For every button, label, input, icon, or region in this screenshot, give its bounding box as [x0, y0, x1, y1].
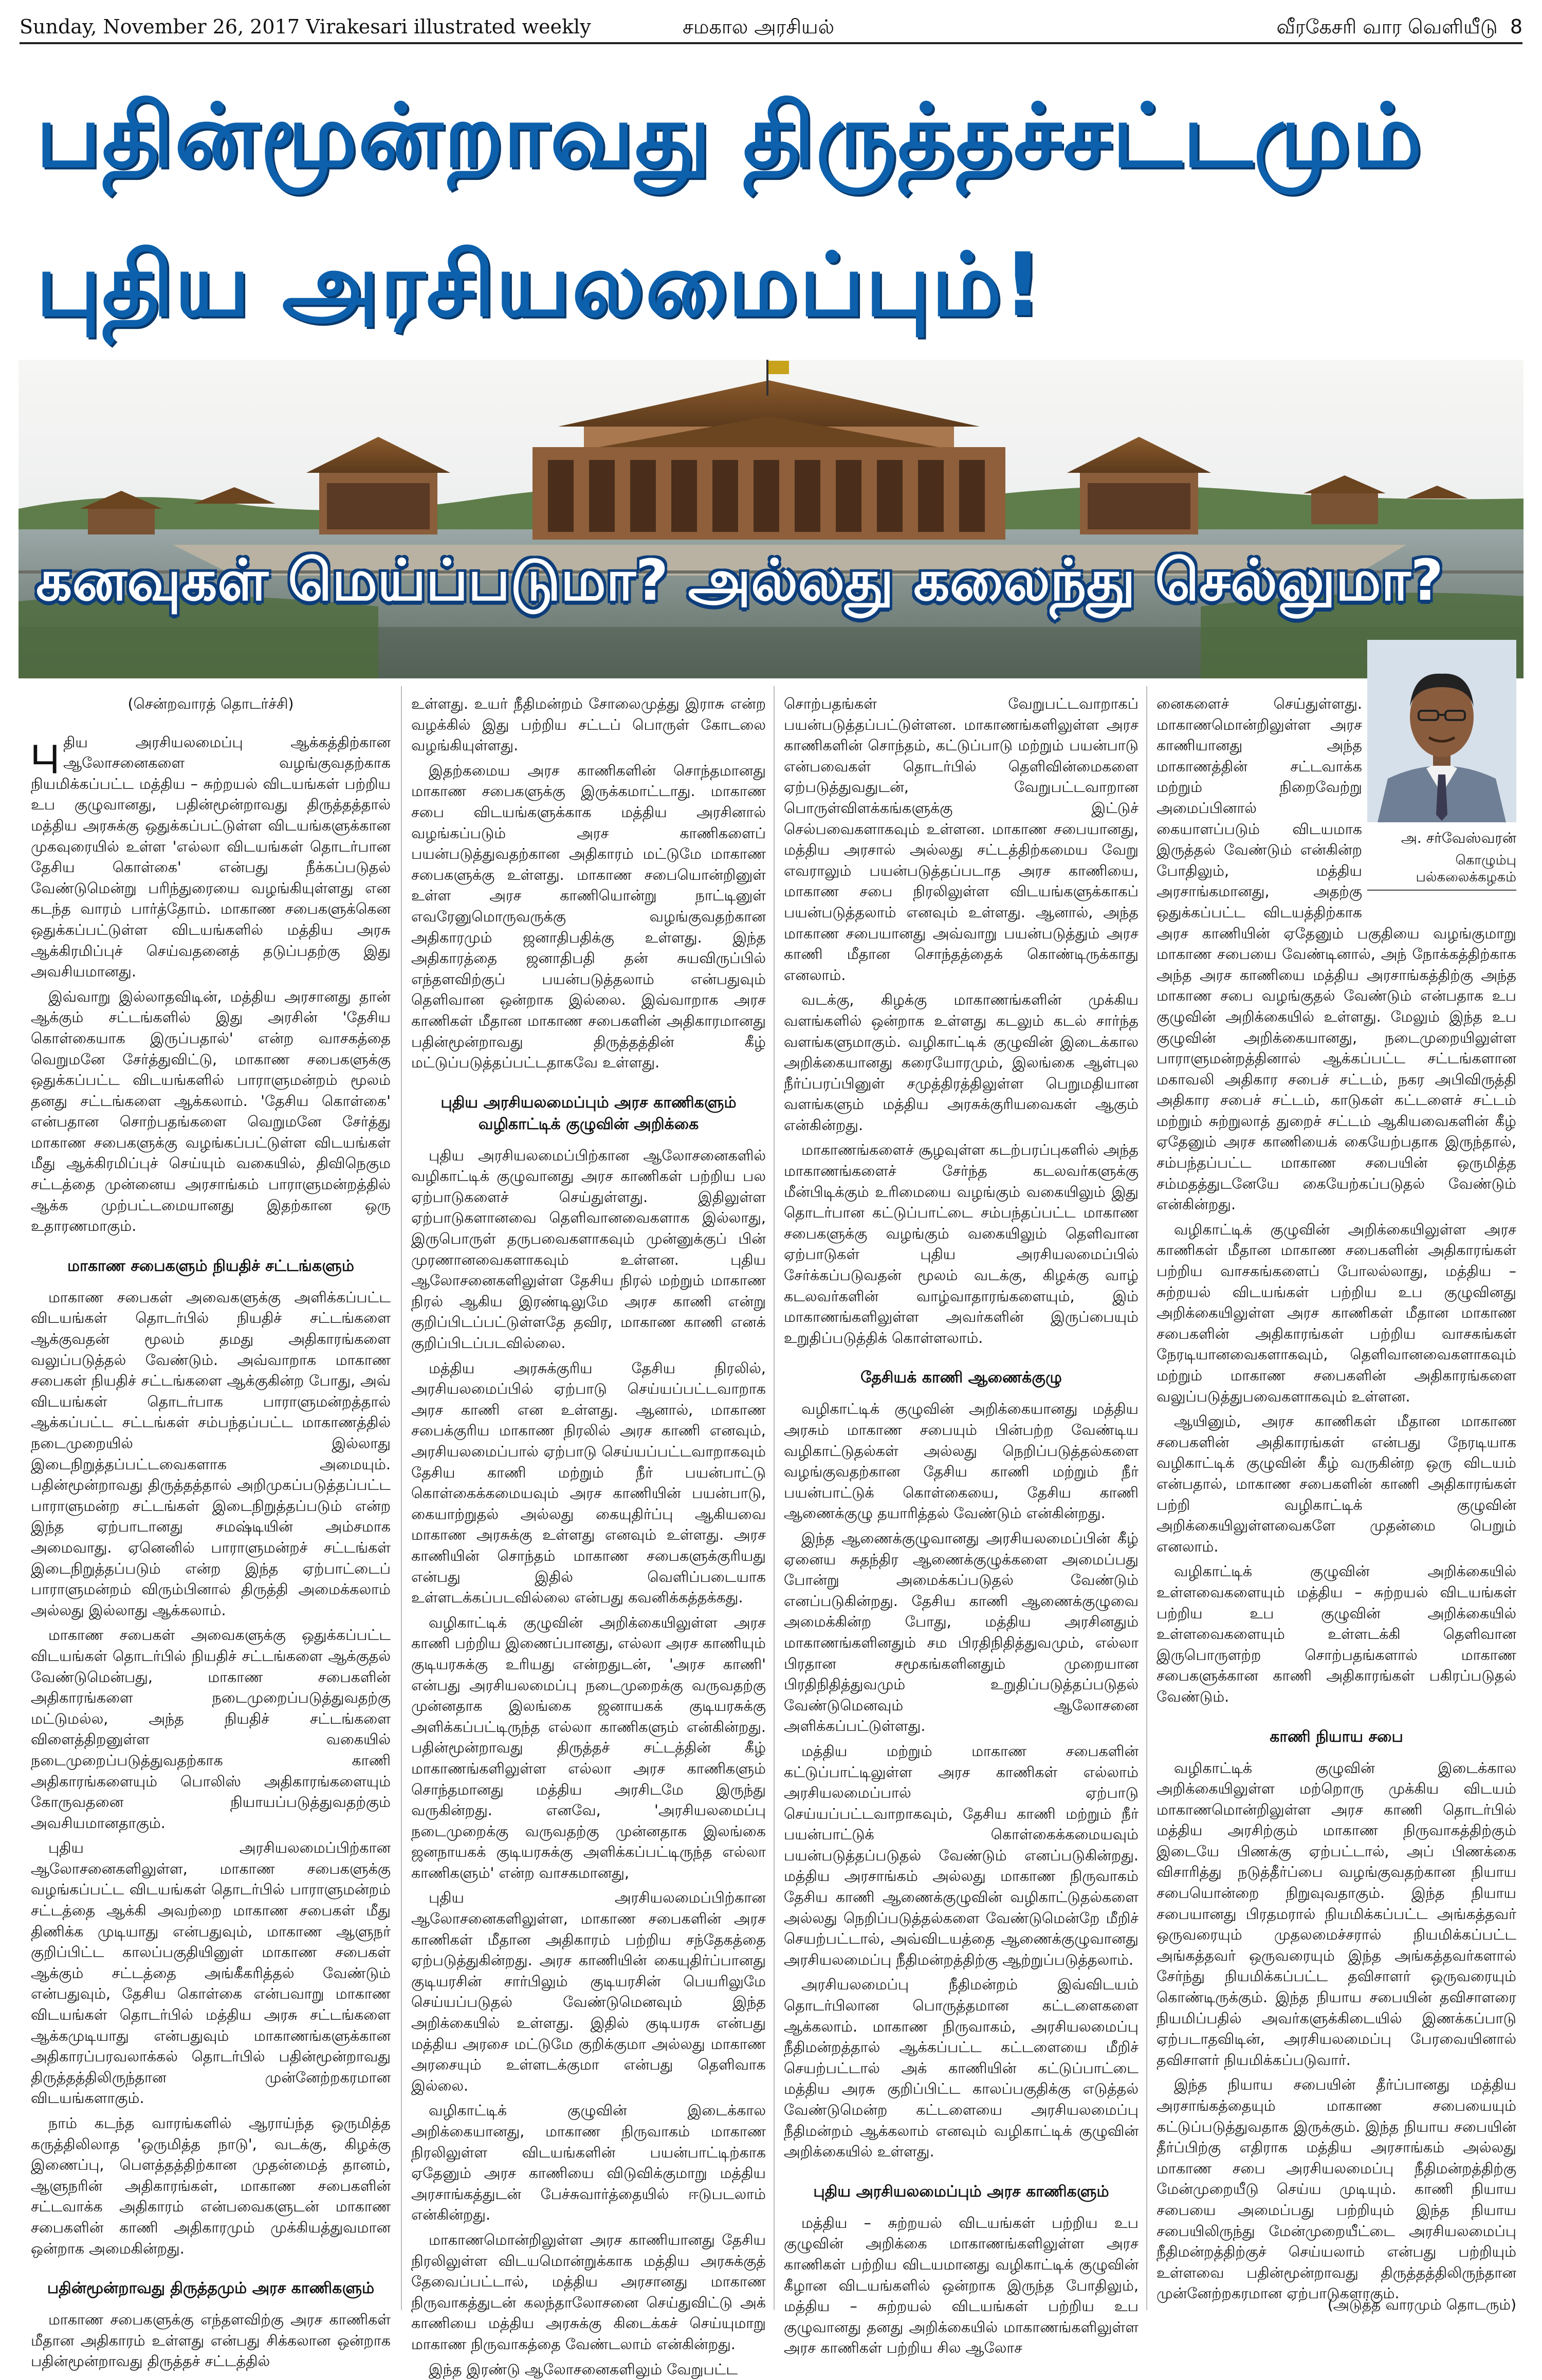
column-rule — [774, 686, 775, 2310]
paragraph — [31, 728, 391, 983]
headline-line-1: பதின்மூன்றாவது திருத்தச்சட்டமும் — [36, 85, 1423, 187]
sub-headline: கனவுகள் மெய்ப்படுமா? அல்லது கலைந்து செல்லுமா? — [36, 547, 1444, 613]
paragraph: வழிகாட்டிக் குழுவின் அறிக்கையானது மத்திய அரசும் மாகாண சபையும் பின்பற்ற வேண்டிய வழிகாட்டுதல்கள் அல்லது நெறிப்படுத்தல்களை வழங்குவதற்கான தேசிய காணி மற்றும் நீர் பயன்பாட்டுக் கொள்கையை, தேசிய காணி ஆணைக்குழு தயாரித்தல் வேண்டும் என்கின்றது. — [784, 1400, 1139, 1522]
section-heading: பதின்மூன்றாவது திருத்தமும் அரச காணிகளும் — [47, 2279, 375, 2298]
paragraph: வழிகாட்டிக் குழுவின் அறிக்கையிலுள்ள அரச காணிகள் மீதான மாகாண சபைகளின் அதிகாரங்கள் பற்றிய வாசகங்களைப் போலல்லாது, மத்திய – சுற்றயல் விடயங்கள் பற்றிய உப குழுவினது அறிக்கையிலுள்ள அரச காணிகள் மீதான மாகாண சபைகளின் அதிகாரங்கள் பற்றிய வாசகங்கள் நேரடியானவைகளாகவும், தெளிவானவைகளாகவும் மற்றும் மாகாண சபைகளின் அதிகாரங்களை வலுப்படுத்துபவைகளாகவும் உள்ளன. — [1156, 1221, 1516, 1405]
article-column-4 — [1156, 694, 1516, 2302]
parliament-illustration — [19, 360, 1523, 678]
paragraph: இவ்வாறு இல்லாதவிடின், மத்திய அரசானது தான் ஆக்கும் சட்டங்களில் இது அரசின் 'தேசிய கொள்கையாக இருப்பதால்' என்ற வாசகத்தை வெறுமனே சேர்த்துவிட்டு, மாகாண சபைகளுக்கு ஒதுக்கப்பட்ட விடயங்களில் பாராளுமன்றம் மூலம் தனது சட்டங்களை ஆக்கலாம். 'தேசிய கொள்கை' என்பதான சொற்பதங்களை வெறுமனே சேர்த்து மாகாண சபைகளுக்கு வழங்கப்பட்டுள்ள விடயங்கள் மீது ஆக்கிரமிப்புச் செய்யும் வகையில், திவிநெகும சட்டத்தை முன்னைய அரசாங்கம் பாராளுமன்றத்தில் ஆக்க முற்பட்டமையானது இதற்கான ஒரு உதாரணமாகும். — [31, 988, 391, 1235]
paragraph: உள்ளது. உயர் நீதிமன்றம் சோலைமுத்து இராசு என்ற வழக்கில் இது பற்றிய சட்டப் பொருள் கோடலை வழங்கியுள்ளது. — [411, 695, 766, 754]
paragraph: நாம் கடந்த வாரங்களில் ஆராய்ந்த ஒருமித்த கருத்திலிலாத 'ஒருமித்த நாடு', வடக்கு, கிழக்கு இணைப்பு, பௌத்தத்திற்கான முதன்மைத் தானம், ஆளுநரின் அதிகாரங்கள், மாகாண சபைகளின் சட்டவாக்க அதிகாரம் என்பவைகளுடன் மாகாண சபைகளின் காணி அதிகாரமும் முக்கியத்துவமான ஒன்றாக அமைகின்றது. — [31, 2115, 391, 2257]
section-title: சமகால அரசியல் — [683, 15, 835, 38]
author-affiliation-line: கொழும்பு — [1455, 853, 1516, 868]
author-box-spacer — [1362, 694, 1516, 905]
paragraph: மத்திய மற்றும் மாகாண சபைகளின் கட்டுப்பாட்டிலுள்ள அரச காணிகள் எல்லாம் அரசியலமைப்பால் ஏற்பாடு செய்யப்பட்டவாறாகவும், தேசிய காணி மற்றும் நீர் பயன்பாட்டுக் கொள்கைக்கமையவும் பயன்படுத்தப்படுதல் வேண்டும் எனப்படுகின்றது. மத்திய அரசாங்கம் அல்லது மாகாண நிருவாகம் தேசிய காணி ஆணைக்குழுவின் வழிகாட்டுதல்களை அல்லது நெறிப்படுத்தல்களை வேண்டுமென்றே மீறிச் செயற்பட்டால், அவ்விடயத்தை ஆணைக்குழுவானது அரசியலமைப்பு நீதிமன்றத்திற்கு ஆற்றுப்படுத்தலாம். — [784, 1742, 1139, 1968]
section-heading: புதிய அரசியலமைப்பும் அரச காணிகளும் வழிகாட்டிக் குழுவின் அறிக்கை — [440, 1093, 737, 1133]
paragraph: இந்த ஆணைக்குழுவானது அரசியலமைப்பின் கீழ் ஏனைய சுதந்திர ஆணைக்குழுக்களை அமைப்பது போன்று அமைக்கப்படுதல் வேண்டும் எனப்படுகின்றது. தேசிய காணி ஆணைக்குழுவை அமைக்கின்ற போது, மத்திய அரசினதும் மாகாணங்களினதும் சம பிரதிநிதித்துவமும், எல்லா பிரதான சமூகங்களினதும் முறையான பிரதிநிதித்துவமும் உறுதிப்படுத்தப்படுதல் வேண்டுமெனவும் ஆலோசனை அளிக்கப்பட்டுள்ளது. — [784, 1529, 1139, 1735]
paragraph: புதிய அரசியலமைப்பிற்கான ஆலோசனைகளிலுள்ள, மாகாண சபைகளுக்கு வழங்கப்பட்ட விடயங்கள் தொடர்பில் பாராளுமன்றம் சட்டத்தை ஆக்கி அவற்றை மாகாண சபைகள் மீது திணிக்க முடியாது என்பதுவும், மாகாண ஆளுநர் குறிப்பிட்ட காலப்பகுதியினுள் மாகாண சபைகள் ஆக்கும் சட்டத்தை அங்கீகரித்தல் வேண்டும் என்பதுவும், தேசிய கொள்கை என்பவாறு மாகாண விடயங்கள் தொடர்பில் மத்திய அரசு சட்டங்களை ஆக்கமுடியாது என்பதுவும் மாகாணங்களுக்கான அதிகாரப்பரவலாக்கல் தொடர்பில் பதின்மூன்றாவது திருத்தத்திலிருந்தான முன்னேற்றகரமான விடயங்களாகும். — [31, 1839, 391, 2107]
paragraph: மாகாண சபைகள் அவைகளுக்கு ஒதுக்கப்பட்ட விடயங்கள் தொடர்பில் நியதிச் சட்டங்களை ஆக்குதல் வேண்டுமென்பது, மாகாண சபைகளின் அதிகாரங்களை நடைமுறைப்படுத்துவதற்கு மட்டுமல்ல, அந்த நியதிச் சட்டங்களை விளைத்திறனுள்ள வகையில் நடைமுறைப்படுத்துவதற்காக காணி அதிகாரங்களையும் பொலிஸ் அதிகாரங்களையும் கோருவதனை நியாயப்படுத்துவதற்கும் அவசியமானதாகும். — [31, 1627, 391, 1832]
section-heading: மாகாண சபைகளும் நியதிச் சட்டங்களும் — [67, 1257, 354, 1275]
article-column-1 — [31, 694, 391, 2370]
paragraph: இந்த இரண்டு ஆலோசனைகளிலும் வேறுபட்ட — [429, 2360, 738, 2378]
column-rule — [1146, 686, 1147, 2310]
page-number: 8 — [1510, 15, 1522, 38]
author-name: அ. சர்வேஸ்வரன் — [1401, 829, 1516, 846]
drop-cap: பு — [31, 728, 60, 773]
paragraph: புதிய அரசியலமைப்பிற்கான ஆலோசனைகளிலுள்ள, மாகாண சபைகளின் அரச காணிகள் மீதான அதிகாரம் பற்றிய சந்தேகத்தை ஏற்படுத்துகின்றது. அரச காணியின் கையுதிர்ப்பானது குடியரசின் சார்பிலும் குடியரசின் பெயரிலுமே செய்யப்படுதல் வேண்டுமெனவும் இந்த அறிக்கையில் உள்ளது. இதில் குடியரசு என்பது மத்திய அரசை மட்டுமே குறிக்குமா அல்லது மாகாண அரசையும் உள்ளடக்குமா என்பது தெளிவாக இல்லை. — [411, 1889, 766, 2094]
paragraph: மாகாண சபைகள் அவைகளுக்கு அளிக்கப்பட்ட விடயங்கள் தொடர்பில் நியதிச் சட்டங்களை ஆக்குவதன் மூலம் தமது அதிகாரங்களை வலுப்படுத்தல் வேண்டும். அவ்வாறாக மாகாண சபைகள் நியதிச் சட்டங்களை ஆக்குகின்ற போது, அவ் விடயங்கள் தொடர்பாக பாராளுமன்றத்தால் ஆக்கப்பட்ட சட்டங்கள் சம்பந்தப்பட்ட மாகாணத்தில் நடைமுறையில் இல்லாது இடைநிறுத்தப்பட்டவைகளாக அமையும். பதின்மூன்றாவது திருத்தத்தால் அறிமுகப்படுத்தப்பட்ட பாராளுமன்ற சட்டங்கள் இடைநிறுத்தப்படும் என்ற இந்த ஏற்பாடானது சமஷ்டியின் அம்சமாக அமைவாது. ஏனெனில் பாராளுமன்றச் சட்டங்கள் இடைநிறுத்தப்படும் என்ற இந்த ஏற்பாட்டைப் பாராளுமன்றம் விரும்பினால் திருத்தி அமைக்கலாம் அல்லது இல்லாது ஆக்கலாம். — [31, 1288, 391, 1619]
publication-date: Sunday, November 26, 2017 Virakesari illustrated weekly — [20, 15, 591, 38]
headline-line-2: புதிய அரசியலமைப்பும்! — [36, 234, 1044, 336]
author-affiliation-line: பல்கலைக்கழகம் — [1416, 870, 1516, 885]
paragraph: வடக்கு, கிழக்கு மாகாணங்களின் முக்கிய வளங்களில் ஒன்றாக உள்ளது கடலும் கடல் சார்ந்த வளங்களுமாகும். வழிகாட்டிக் குழுவின் இடைக்கால அறிக்கையானது கரையோரமும், இலங்கை ஆள்புல நீர்ப்பரப்பினுள் சமுத்திரத்திலுள்ள பெறுமதியான வளங்களும் மத்திய அரசுக்குரியவைகள் ஆகும் என்கின்றது. — [784, 991, 1139, 1134]
continued-from-note: (சென்றவாரத் தொடர்ச்சி) — [127, 695, 294, 712]
paragraph: மத்திய – சுற்றயல் விடயங்கள் பற்றிய உப குழுவின் அறிக்கை மாகாணங்களிலுள்ள அரச காணிகள் பற்றிய விடயமானது வழிகாட்டிக் குழுவின் கீழான விடயங்களில் ஒன்றாக இருந்த போதிலும், மத்திய – சுற்றயல் விடயங்கள் பற்றிய உப குழுவானது தனது அறிக்கையில் மாகாணங்களிலுள்ள அரச காணிகள் பற்றிய சில ஆலோச — [784, 2214, 1139, 2357]
parliament-photo — [19, 360, 1523, 678]
paragraph: மாகாணங்களைச் சூழவுள்ள கடற்பரப்புகளில் அந்த மாகாணங்களைச் சேர்ந்த கடலவர்களுக்கு மீன்பிடிக்கும் உரிமையை வழங்கும் வகையிலும் இது தொடர்பான கட்டுப்பாட்டை சம்பந்தப்பட்ட மாகாண சபைகளுக்கு வழங்கும் வகையிலும் தெளிவான ஏற்பாடுகள் புதிய அரசியலமைப்பில் சேர்க்கப்படுவதன் மூலம் வடக்கு, கிழக்கு வாழ் கடலவர்களின் வாழ்வாதாரங்களையும், இம் மாகாணங்களிலுள்ள அவர்களின் இருப்பையும் உறுதிப்படுத்திக் கொள்ளலாம். — [784, 1141, 1139, 1346]
paragraph: ஆயினும், அரச காணிகள் மீதான மாகாண சபைகளின் அதிகாரங்கள் என்பது நேரடியாக வழிகாட்டிக் குழுவின் கீழ் வருகின்ற ஒரு விடயம் என்பதால், மாகாண சபைகளின் காணி அதிகாரங்கள் பற்றி வழிகாட்டிக் குழுவின் அறிக்கையிலுள்ளவைகளே முதன்மை பெறும் எனலாம். — [1156, 1413, 1516, 1555]
section-heading: புதிய அரசியலமைப்பும் அரச காணிகளும் — [813, 2182, 1109, 2201]
paragraph: வழிகாட்டிக் குழுவின் அறிக்கையிலுள்ள அரச காணி பற்றிய இணைப்பானது, எல்லா அரச காணியும் குடியரசுக்கு உரியது என்றதுடன், 'அரச காணி' என்பது அரசியலமைப்பு நடைமுறைக்கு வருவதற்கு முன்னதாக இலங்கை ஜனாயகக் குடியரசுக்கு அளிக்கப்பட்டிருந்த எல்லா காணிகளும் என்கின்றது. பதின்மூன்றாவது திருத்தச் சட்டத்தின் கீழ் மாகாணங்களிலுள்ள எல்லா அரச காணிகளும் சொந்தமானது மத்திய அரசிடமே இருந்து வருகின்றது. எனவே, 'அரசியலமைப்பு நடைமுறைக்கு வருவதற்கு முன்னதாக இலங்கை ஜனநாயகக் குடியரசுக்கு அளிக்கப்பட்டிருந்த எல்லா காணிகளும்' என்ற வாசகமானது, — [411, 1614, 766, 1881]
paragraph: மாகாண சபைகளுக்கு எந்தளவிற்கு அரச காணிகள் மீதான அதிகாரம் உள்ளது என்பது சிக்கலான ஒன்றாக பதின்மூன்றாவது திருத்தச் சட்டத்தில் — [31, 2311, 391, 2370]
paragraph: சொற்பதங்கள் வேறுபட்டவாறாகப் பயன்படுத்தப்பட்டுள்ளன. மாகாணங்களிலுள்ள அரச காணிகளின் சொந்தம், கட்டுப்பாடு மற்றும் பயன்பாடு என்பவைகள் தொடர்பில் தெளிவின்மைகளை ஏற்படுத்துவதுடன், வேறுபட்டவாறான பொருள்விளக்கங்களுக்கு இட்டுச் செல்பவைகளாகவும் உள்ளன. மாகாண சபையானது, மத்திய அரசால் அல்லது சட்டத்திற்கமைய வேறு எவராலும் பயன்படுத்தப்படாத அரச காணியை, மாகாண சபை நிரலிலுள்ள விடயங்களுக்காகப் பயன்படுத்தலாம் எனவும் உள்ளது. ஆனால், அந்த மாகாண சபையானது அவ்வாறு பயன்படுத்தும் அரச காணி மீதான சொந்தத்தைக் கொண்டிருக்காது எனலாம். — [784, 695, 1139, 984]
article-column-2 — [411, 694, 766, 2378]
paragraph: னைகளைச் செய்துள்ளது. மாகாணமொன்றிலுள்ள அரச காணியானது அந்த மாகாணத்தின் சட்டவாக்க மற்றும் நிறைவேற்று அமைப்பினால் கையாளப்படும் விடயமாக இருத்தல் வேண்டும் என்கின்ற போதிலும், மத்திய அரசாங்கமானது, அதற்கு ஒதுக்கப்பட்ட விடயத்திற்காக அரச காணியின் ஏதேனும் பகுதியை வழங்குமாறு மாகாண சபையை வேண்டினால், அந் நோக்கத்திற்காக அந்த அரச காணியை மத்திய அரசாங்கத்திற்கு அந்த மாகாண சபை வழங்குதல் வேண்டும் என்பதாக உப குழுவின் அறிக்கையில் உள்ளது. மேலும் இந்த உப குழுவின் அறிக்கையானது, நடைமுறையிலுள்ள பாராளுமன்றத்தினால் ஆக்கப்பட்ட சட்டங்களான மகாவலி அதிகார சபைச் சட்டம், நகர அபிவிருத்தி அதிகார சபைச் சட்டம், காடுகள் கட்டளைச் சட்டம் மற்றும் சுற்றுலாத் துறைச் சட்டம் ஆகியவைகளின் கீழ் ஏதேனும் அரச காணியைக் கையேற்பதாக இருந்தால், சம்பந்தப்பட்ட மாகாண சபையின் ஒருமித்த சம்மதத்துடனேயே கையேற்கப்படுதல் வேண்டும் என்கின்றது. — [1156, 695, 1516, 1213]
paragraph: அரசியலமைப்பு நீதிமன்றம் இவ்விடயம் தொடர்பிலான பொருத்தமான கட்டளைகளை ஆக்கலாம். மாகாண நிருவாகம், அரசியலமைப்பு நீதிமன்றத்தால் ஆக்கப்பட்ட கட்டளையை மீறிச் செயற்பட்டால் அக் காணியின் கட்டுப்பாட்டை மத்திய அரசு குறிப்பிட்ட காலப்பகுதிக்கு எடுத்தல் வேண்டுமென்ற கட்டளையை அரசியலமைப்பு நீதிமன்றம் ஆக்கலாம் எனவும் வழிகாட்டிக் குழுவின் அறிக்கையில் உள்ளது. — [784, 1976, 1139, 2161]
paragraph: வழிகாட்டிக் குழுவின் இடைக்கால அறிக்கையானது, மாகாண நிருவாகம் மாகாண நிரலிலுள்ள விடயங்களின் பயன்பாட்டிற்காக ஏதேனும் அரச காணியை விடுவிக்குமாறு மத்திய அரசாங்கத்துடன் பேச்சுவார்த்தையில் ஈடுபடலாம் என்கின்றது. — [411, 2102, 766, 2224]
paragraph: மாகாணமொன்றிலுள்ள அரச காணியானது தேசிய நிரலிலுள்ள விடயமொன்றுக்காக மத்திய அரசுக்குத் தேவைப்பட்டால், மத்திய அரசானது மாகாண நிருவாகத்துடன் கலந்தாலோசனை செய்துவிட்டு அக் காணியை மத்திய அரசுக்கு கிடைக்கச் செய்யுமாறு மாகாண நிருவாகத்தை வேண்டலாம் என்கின்றது. — [411, 2231, 766, 2353]
page-label — [1277, 15, 1523, 41]
paragraph: புதிய அரசியலமைப்பிற்கான ஆலோசனைகளில் வழிகாட்டிக் குழுவானது அரச காணிகள் பற்றிய பல ஏற்பாடுகளைச் செய்துள்ளது. இதிலுள்ள ஏற்பாடுகளானவை தெளிவானவைகளாக இல்லாது, இருபொருள் தருபவைகளாகவும் முன்னுக்குப் பின் முரணானவைகளாகவும் உள்ளன. புதிய ஆலோசனைகளிலுள்ள தேசிய நிரல் மற்றும் மாகாண நிரல் ஆகிய இரண்டிலுமே அரச காணி என்று குறிப்பிடப்பட்டுள்ளதே தவிர, மாகாண காணி எனக் குறிப்பிடப்படவில்லை. — [411, 1147, 766, 1352]
continued-next-note: (அடுத்த வாரமும் தொடரும்) — [1327, 2296, 1516, 2313]
column-rule — [401, 686, 402, 2310]
paragraph: வழிகாட்டிக் குழுவின் இடைக்கால அறிக்கையிலுள்ள மற்றொரு முக்கிய விடயம் மாகாணமொன்றிலுள்ள அரச காணி தொடர்பில் மத்திய அரசிற்கும் மாகாண நிருவாகத்திற்கும் இடையே பிணக்கு ஏற்பட்டால், அப் பிணக்கை விசாரித்து நடுத்தீர்ப்பை வழங்குவதற்கான நியாய சபையொன்றை நிறுவுவதாகும். இந்த நியாய சபையானது பிரதமரால் நியமிக்கப்பட்ட அங்கத்தவர் ஒருவரையும் முதலமைச்சரால் நியமிக்கப்பட்ட அங்கத்தவர் ஒருவரையும் இந்த அங்கத்தவர்களால் சேர்ந்து நியமிக்கப்பட்ட தவிசாளர் ஒருவரையும் கொண்டிருக்கும். இந்த நியாய சபையின் தவிசாளரை நியமிப்பதில் அவர்களுக்கிடையில் இணக்கப்பாடு ஏற்படாதவிடின், அரசியலமைப்பு பேரவையினால் தவிசாளர் நியமிக்கப்படுவார். — [1156, 1759, 1516, 2069]
publication-name: வீரகேசரி வார வெளியீடு — [1276, 15, 1498, 38]
paragraph: இதற்கமைய அரச காணிகளின் சொந்தமானது மாகாண சபைகளுக்கு இருக்கமாட்டாது. மாகாண சபை விடயங்களுக்காக மத்திய அரசினால் வழங்கப்படும் அரச காணிகளைப் பயன்படுத்துவதற்கான அதிகாரம் மட்டுமே மாகாண சபைகளுக்கு உள்ளது. மாகாண சபையொன்றினுள் உள்ள அரச காணியொன்று நாட்டினுள் எவரேனுமொருவருக்கு வழங்குவதற்கான அதிகாரமும் ஜனாதிபதிக்கு உள்ளது. இந்த அதிகாரத்தை ஜனாதிபதி தன் சுயவிருப்பில் எந்தளவிற்குப் பயன்படுத்தலாம் என்பதுவும் தெளிவான ஒன்றாக இல்லை. இவ்வாறாக அரச காணிகள் மீதான மாகாண சபைகளின் அதிகாரமானது பதின்மூன்றாவது திருத்தத்தின் கீழ் மட்டுப்படுத்தப்பட்டதாகவே உள்ளது. — [411, 762, 766, 1072]
paragraph: மத்திய அரசுக்குரிய தேசிய நிரலில், அரசியலமைப்பில் ஏற்பாடு செய்யப்பட்டவாறாக அரச காணி என உள்ளது. ஆனால், மாகாண சபைக்குரிய மாகாண நிரலில் அரச காணி எனவும், அரசியலமைப்பால் ஏற்பாடு செய்யப்பட்டவாறாகவும் தேசிய காணி மற்றும் நீர் பயன்பாட்டு கொள்கைக்கமையவும் அரச காணியின் பயன்பாடு, கையாற்றுதல் அல்லது கையுதிர்ப்பு ஆகியவை மாகாண அரசுக்கு உள்ளது எனவும் உள்ளது. அரச காணியின் சொந்தம் மாகாண சபைகளுக்குரியது என்பது இதில் வெளிப்படையாக உள்ளடக்கப்படவில்லை என்பது கவனிக்கத்தக்கது. — [411, 1359, 766, 1607]
paragraph-text: திய அரசியலமைப்பு ஆக்கத்திற்கான ஆலோசனைகளை வழங்குவதற்காக நியமிக்கப்பட்ட மத்திய – சுற்றயல் விடயங்கள் பற்றிய உப குழுவானது, பதின்மூன்றாவது திருத்தத்தால் மத்திய அரசுக்கு ஒதுக்கப்பட்டுள்ள விடயங்களுக்கான முகவுரையில் உள்ள 'எல்லா விடயங்கள் தொடர்பான தேசிய கொள்கை' என்பது நீக்கப்படுதல் வேண்டுமென்று பரிந்துரையை வழங்கியுள்ளது என கடந்த வாரம் பார்த்தோம். மாகாண சபைகளுக்கென ஒதுக்கப்பட்டுள்ள விடயங்களில் மத்திய அரசு ஆக்கிரமிப்புச் செய்வதனைத் தடுப்பதற்கு இது அவசியமானது. — [31, 733, 391, 981]
paragraph: வழிகாட்டிக் குழுவின் அறிக்கையில் உள்ளவைகளையும் மத்திய – சுற்றயல் விடயங்கள் பற்றிய உப குழுவின் அறிக்கையில் உள்ளவைகளையும் உள்ளடக்கி தெளிவான இருபொருளற்ற சொற்பதங்களால் மாகாண சபைகளுக்கான காணி அதிகாரங்கள் பகிரப்படுதல் வேண்டும். — [1156, 1563, 1516, 1705]
paragraph: இந்த நியாய சபையின் தீர்ப்பானது மத்திய அரசாங்கத்தையும் மாகாண சபையையும் கட்டுப்படுத்துவதாக இருக்கும். இந்த நியாய சபையின் தீர்ப்பிற்கு எதிராக மத்திய அரசாங்கம் அல்லது மாகாண சபை அரசியலமைப்பு நீதிமன்றத்திற்கு மேன்முறையீடு செய்ய முடியும். காணி நியாய சபையை அமைப்பது பற்றியும் இந்த நியாய சபையிலிருந்து மேன்முறையீட்டை அரசியலமைப்பு நீதிமன்றத்திற்குச் செய்யலாம் என்பது பற்றியும் உள்ளவை பதின்மூன்றாவது திருத்தத்திலிருந்தான முன்னேற்றகரமான ஏற்பாடுகளாகும். — [1156, 2076, 1516, 2302]
page-header — [20, 11, 1522, 44]
section-heading: தேசியக் காணி ஆணைக்குழு — [860, 1369, 1062, 1387]
section-heading: காணி நியாய சபை — [1270, 1727, 1403, 1746]
article-column-3 — [784, 694, 1139, 2357]
